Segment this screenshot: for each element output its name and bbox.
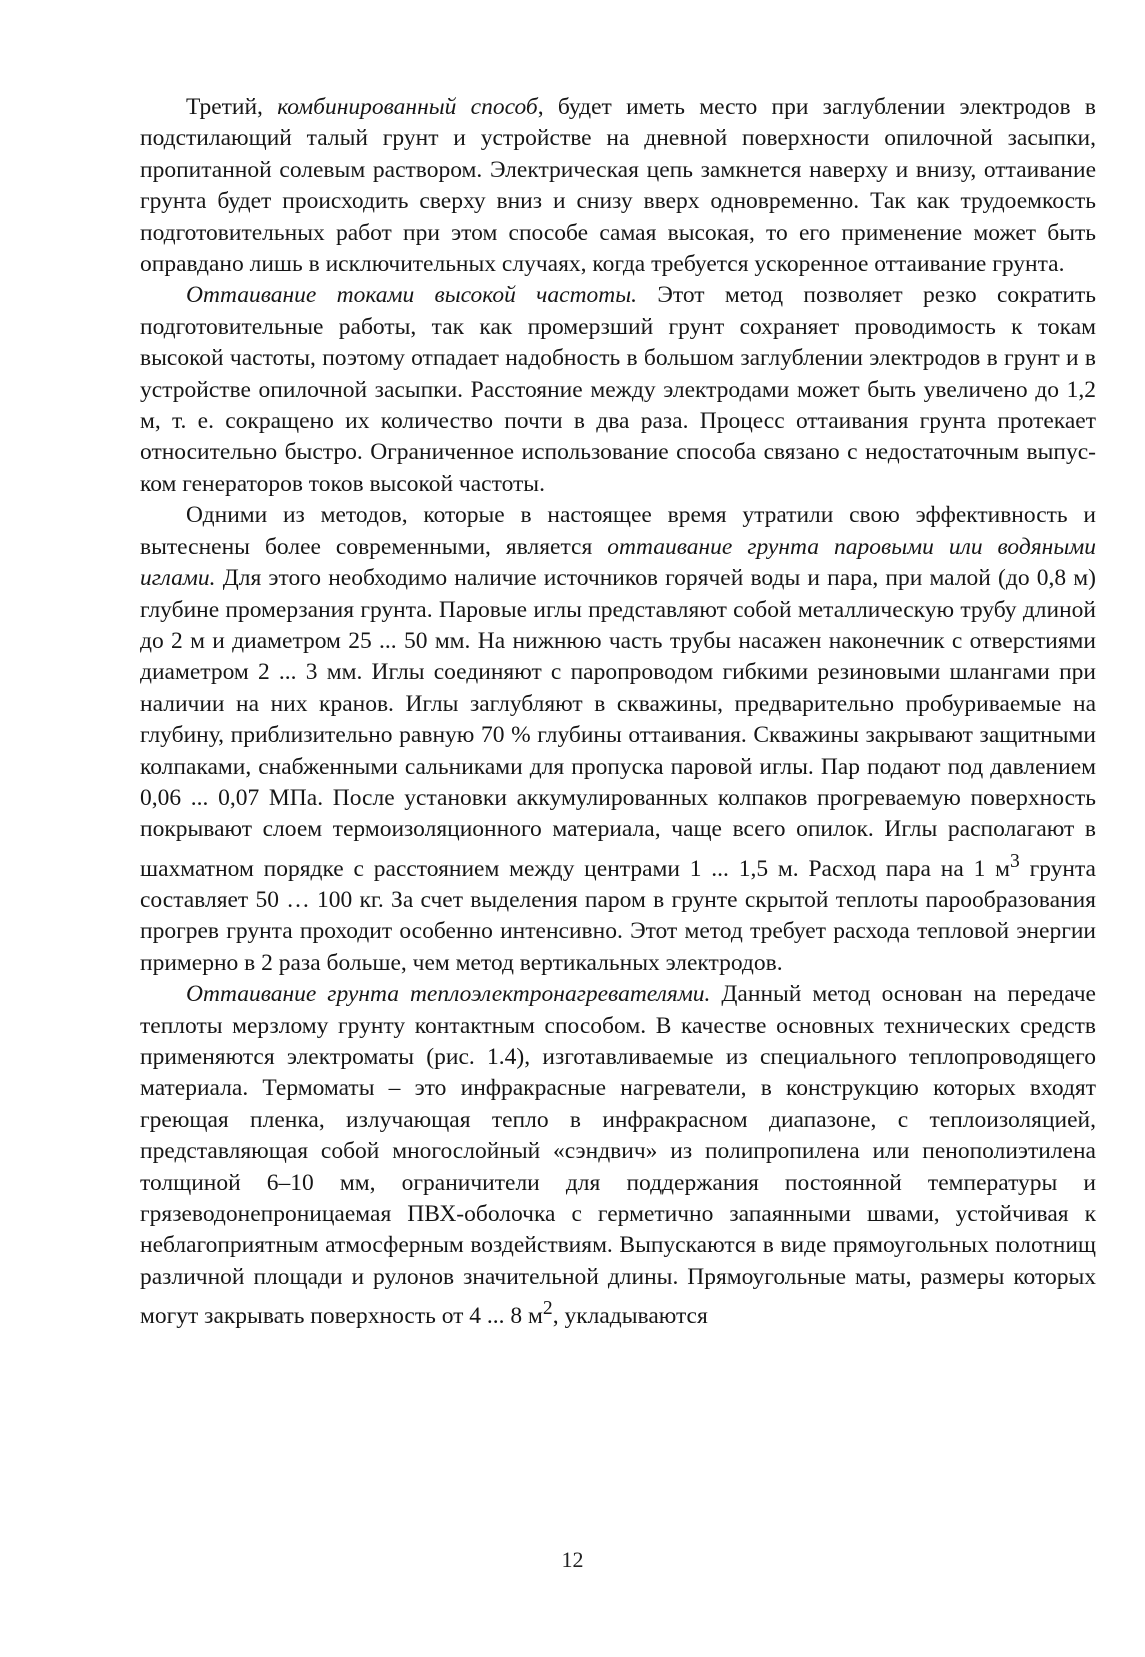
- page-number: 12: [561, 1547, 584, 1572]
- paragraph-combined-method: Третий, комбинированный способ, будет иметь место при заглублении электродов в подстилающий талый грунт и устройстве на дневной поверхности опилочной засыпки, пропитанной солевым раствором. Электрическая цепь замкнется наверху и внизу, оттаивание грунта будет происходить сверху вниз и снизу вверх одновременно. Так как трудоемкость подготовительных работ при этом способе самая высокая, то его применение может быть оправдано лишь в исключительных случаях, когда требуется ускоренное оттаивание грунта.: [140, 94, 1096, 278]
- paragraph-high-frequency: Оттаивание токами высокой частоты. Этот метод позволяет резко сократить подготовительные работы, так как промерзший грунт сохраняет проводимость к токам высокой частоты, поэтому отпадает надобность в большом заглублении электродов в грунт и в устройстве опилочной засыпки. Расстояние между электродами может быть увеличено до 1,2 м, т. е. сокращено их количество почти в два раза. Процесс оттаивания грунта протекает относительно быстро. Ограниченное использование способа связано с недостаточным выпуском генераторов токов высокой частоты.: [140, 282, 1096, 497]
- italic-heading: Оттаивание токами высокой частоты.: [186, 282, 638, 309]
- paragraph-heating-mats: Оттаивание грунта теплоэлектронагревателями. Данный метод основан на передаче теплоты мерзлому грунту контактным способом. В качестве основных технических средств применяются электроматы (рис. 1.4), изготавливаемые из специального теплопроводящего материала. Термоматы – это инфракрасные нагреватели, в конструкцию которых входят греющая пленка, излучающая тепло в инфракрасном диапазоне, с теплоизоляцией, представляющая собой многослойный «сэндвич» из полипропилена или пенополиэтилена толщиной 6–10 мм, ограничители для поддержания постоянной температуры и грязеводонепроницаемая ПВХ-оболочка с герметично запаянными швами, устойчивая к неблагоприятным атмосферным воздействиям. Выпускаются в виде прямоугольных полотнищ различной площади и рулонов значительной длины. Прямоугольные маты, размеры которых могут закрывать поверхность от 4 ... 8 $м^2$, укладываются: [140, 981, 1096, 1330]
- superscript: 3: [1010, 850, 1020, 872]
- superscript: 2: [542, 1298, 553, 1320]
- paragraph-steam-needles: Одними из методов, которые в настоящее время утратили свою эффективность и вытеснены более современными, является оттаивание грунта паровыми или водяными иглами. Для этого необходимо наличие источников горячей воды и пара, при малой (до 0,8 м) глубине промерзания грунта. Паровые иглы представляют собой металлическую трубу длиной до 2 м и диаметром 25 ... 50 мм. На нижнюю часть трубы насажен наконечник с отверстиями диаметром 2 ... 3 мм. Иглы соединяют с паропроводом гибкими резиновыми шлангами при наличии на них кранов. Иглы заглубляют в скважины, предварительно пробуриваемые на глубину, приблизительно равную 70 % глубины оттаивания. Скважины закрывают защитными колпаками, снабженными сальниками для пропуска паровой иглы. Пар подают под давлением 0,06 ... 0,07 МПа. После установки аккумулированных колпаков прогреваемую поверхность покрывают слоем термоизоляционного материала, чаще всего опилок. Иглы располагают в шахматном порядке с расстоянием между центрами 1 ... 1,5 м. Расход пара на 1 $м^3$ грунта составляет 50 … 100 кг. За счет выделения паром в грунте скрытой теплоты парообразования прогрев грунта проходит особенно интенсивно. Этот метод требует расхода тепловой энергии примерно в 2 раза больше, чем метод вертикальных электродов.: [140, 502, 1097, 976]
- italic-term: оттаивание грунта паровыми или водяными иглами.: [140, 533, 1097, 592]
- italic-heading: Оттаивание грунта теплоэлектронагревателями.: [186, 981, 711, 1008]
- italic-term: комбинированный способ: [277, 94, 538, 120]
- body-text: [140, 92, 1096, 1333]
